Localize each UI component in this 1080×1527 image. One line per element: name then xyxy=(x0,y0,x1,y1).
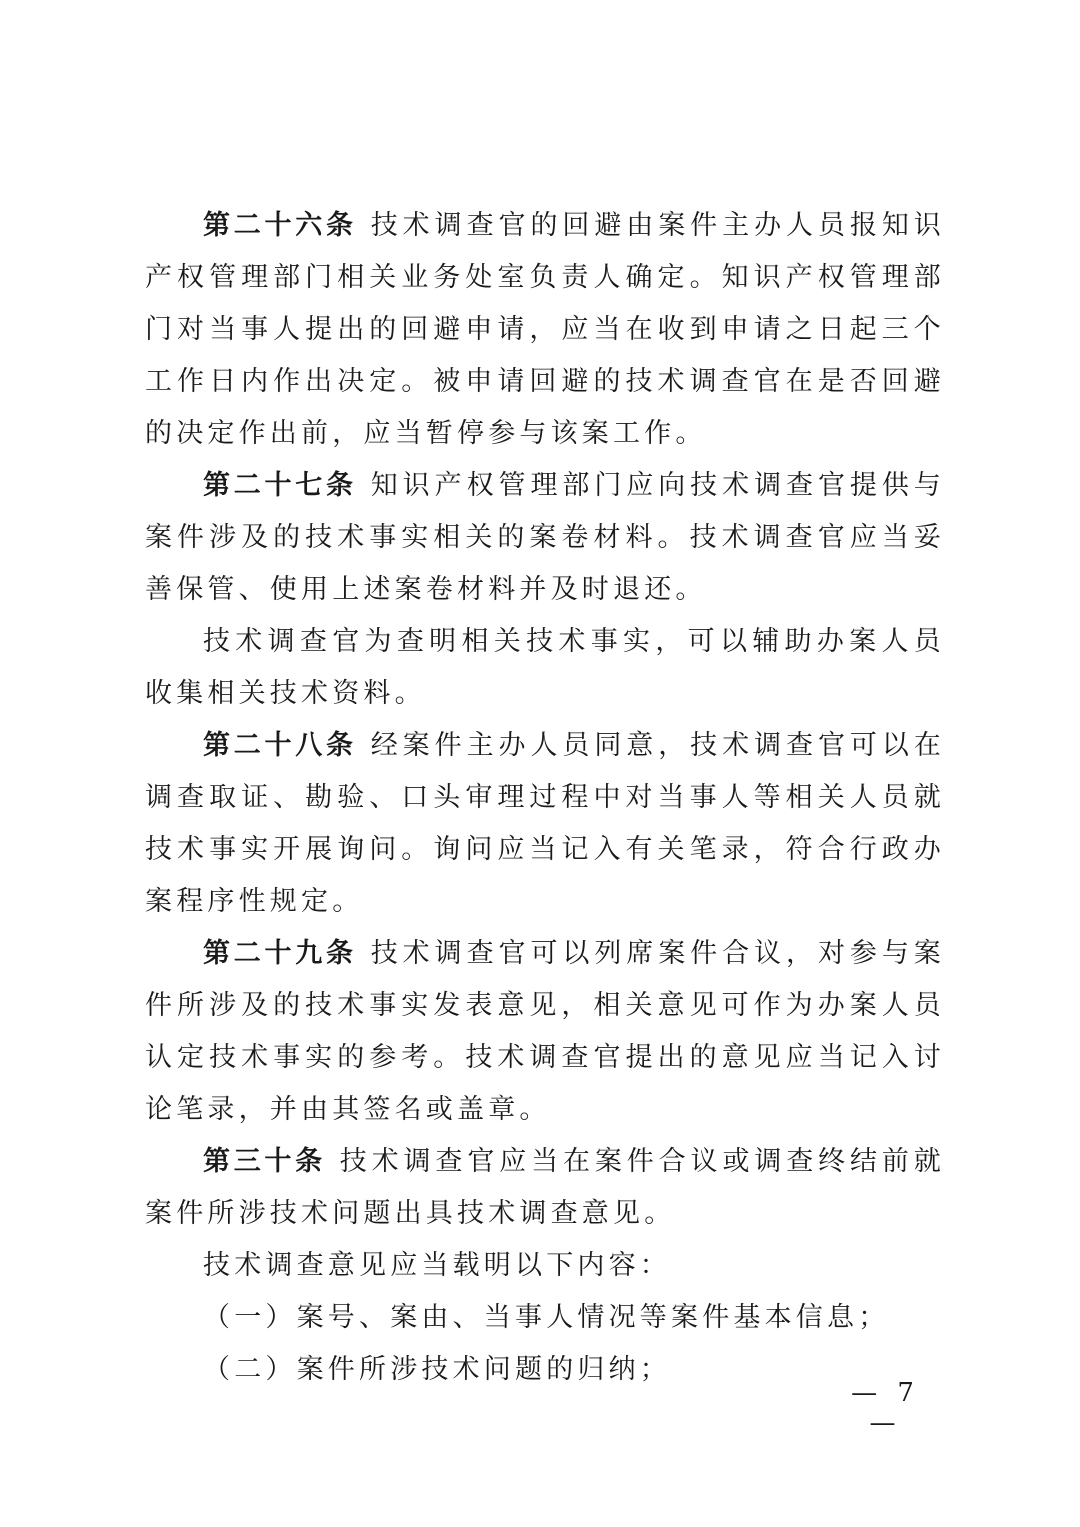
article-29 xyxy=(145,928,945,1136)
article-30-item-2: （二）案件所涉技术问题的归纳； xyxy=(203,1354,671,1385)
article-30-text: 技术调查官应当在案件合议或调查终结前就案件所涉技术问题出具技术调查意见。 xyxy=(145,1146,945,1229)
article-28-number: 第二十八条 xyxy=(203,730,357,761)
page-number: — 7 — xyxy=(851,1378,920,1438)
article-29-text: 技术调查官可以列席案件合议，对参与案件所涉及的技术事实发表意见，相关意见可作为办案人员认定技术事实的参考。技术调查官提出的意见应当记入讨论笔录，并由其签名或盖章。 xyxy=(145,938,945,1125)
article-27-text: 知识产权管理部门应向技术调查官提供与案件涉及的技术事实相关的案卷材料。技术调查官应当妥善保管、使用上述案卷材料并及时退还。 xyxy=(145,470,945,605)
article-30-paragraph-2: 技术调查意见应当载明以下内容： xyxy=(203,1250,671,1281)
document-body xyxy=(145,200,945,1396)
article-28 xyxy=(145,720,945,928)
article-27 xyxy=(145,460,945,616)
article-27-number: 第二十七条 xyxy=(203,470,357,501)
article-26-number: 第二十六条 xyxy=(203,210,357,241)
article-30-item-1: （一）案号、案由、当事人情况等案件基本信息； xyxy=(203,1302,890,1333)
article-28-text: 经案件主办人员同意，技术调查官可以在调查取证、勘验、口头审理过程中对当事人等相关人员就技术事实开展询问。询问应当记入有关笔录，符合行政办案程序性规定。 xyxy=(145,730,945,917)
article-30-number: 第三十条 xyxy=(203,1146,326,1177)
article-27-paragraph-2: 技术调查官为查明相关技术事实，可以辅助办案人员收集相关技术资料。 xyxy=(145,626,945,709)
article-26-text: 技术调查官的回避由案件主办人员报知识产权管理部门相关业务处室负责人确定。知识产权管理部门对当事人提出的回避申请，应当在收到申请之日起三个工作日内作出决定。被申请回避的技术调查官在是否回避的决定作出前，应当暂停参与该案工作。 xyxy=(145,210,945,449)
article-29-number: 第二十九条 xyxy=(203,938,357,969)
article-30 xyxy=(145,1136,945,1240)
article-26 xyxy=(145,200,945,460)
